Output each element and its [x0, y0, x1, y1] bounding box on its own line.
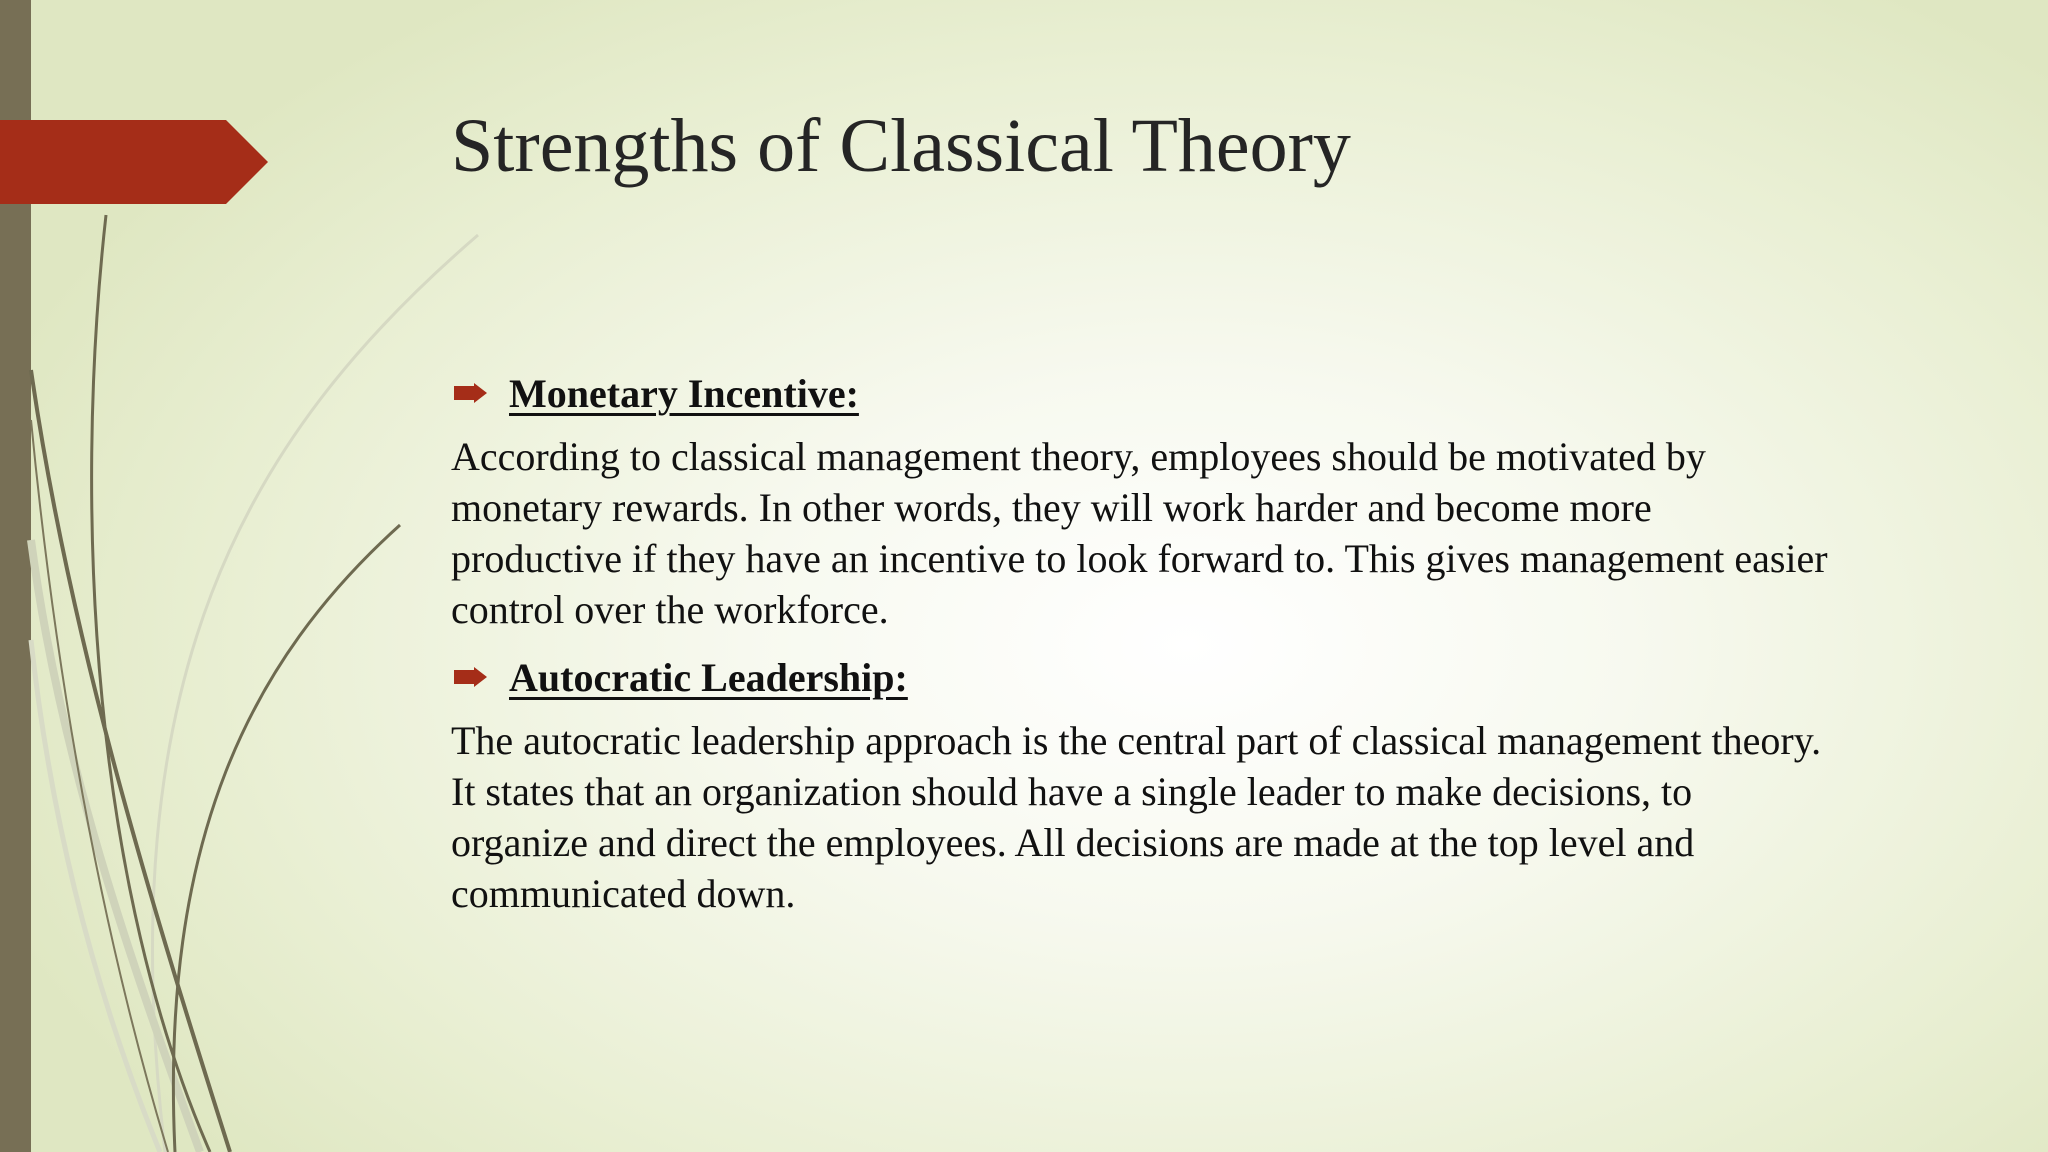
pale-curve-3 — [31, 640, 160, 1152]
paragraph-line: communicated down. — [451, 871, 796, 916]
paragraph-line: monetary rewards. In other words, they will work harder and become more — [451, 485, 1652, 530]
paragraph-line: It states that an organization should have a single leader to make decisions, to — [451, 769, 1693, 814]
olive-curve-2 — [31, 370, 230, 1152]
heading-autocratic-leadership: Autocratic Leadership: — [509, 654, 908, 700]
section-heading-autocratic-leadership — [451, 647, 1931, 707]
arrow-bullet-icon — [454, 667, 487, 687]
section-heading-monetary-incentive — [451, 363, 1931, 423]
slide-content — [451, 363, 1931, 931]
paragraph-line: organize and direct the employees. All decisions are made at the top level and — [451, 820, 1695, 865]
paragraph-line: The autocratic leadership approach is the central part of classical management theory. — [451, 718, 1822, 763]
slide-title: Strengths of Classical Theory — [451, 104, 1351, 188]
pale-curve-1 — [152, 235, 478, 1152]
olive-curve-3 — [173, 525, 400, 1152]
title-tab-arrow-shape — [0, 120, 268, 204]
arrow-bullet-icon — [454, 383, 487, 403]
paragraph-monetary-incentive — [451, 431, 1931, 635]
paragraph-autocratic-leadership — [451, 715, 1931, 919]
paragraph-line: productive if they have an incentive to look forward to. This gives management easier — [451, 536, 1828, 581]
heading-monetary-incentive: Monetary Incentive: — [509, 370, 859, 416]
paragraph-line: According to classical management theory, employees should be motivated by — [451, 434, 1706, 479]
paragraph-line: control over the workforce. — [451, 587, 889, 632]
